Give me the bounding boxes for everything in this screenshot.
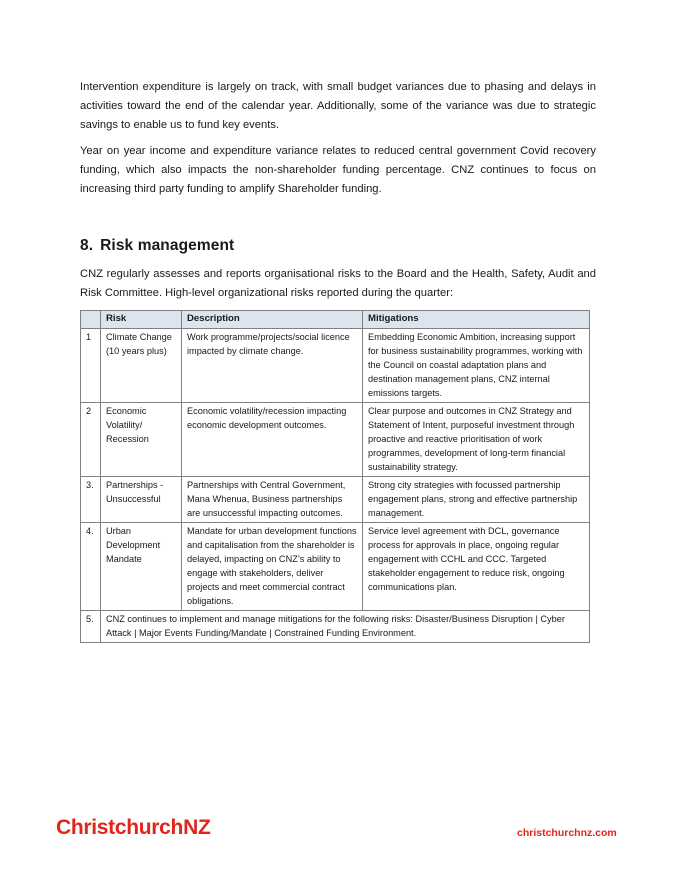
row-number: 3.: [81, 477, 101, 523]
table-row: [81, 477, 590, 523]
paragraph-year-on-year-variance: Year on year income and expenditure variance relates to reduced central government Covid recovery funding, which also impacts the non-shareholder funding percentage. CNZ continues to focus on increasing third party funding to amplify Shareholder funding.: [80, 145, 596, 195]
header-number: [81, 311, 101, 329]
row-description: Work programme/projects/social licence impacted by climate change.: [182, 329, 363, 403]
page-body: [80, 78, 596, 643]
row-description: Partnerships with Central Government, Mana Whenua, Business partnerships are unsuccessful impacting outcomes.: [182, 477, 363, 523]
row-description: Mandate for urban development functions and capitalisation from the shareholder is delayed, impacting on CNZ’s ability to engage with stakeholders, deliver projects and meet commercial contract obligations.: [182, 523, 363, 611]
risk-table: [80, 310, 590, 643]
footer-url-link[interactable]: christchurchnz.com: [517, 827, 617, 839]
row-description: Economic volatility/recession impacting economic development outcomes.: [182, 403, 363, 477]
table-row-summary: [81, 611, 590, 643]
row-number: 2: [81, 403, 101, 477]
row-risk: Partnerships - Unsuccessful: [101, 477, 182, 523]
section-heading: [80, 237, 596, 255]
table-header-row: [81, 311, 590, 329]
header-mitigations: Mitigations: [363, 311, 590, 329]
row-risk: Economic Volatility/ Recession: [101, 403, 182, 477]
section-intro: CNZ regularly assesses and reports organisational risks to the Board and the Health, Safety, Audit and Risk Committee. High-level organizational risks reported during the quarter:: [80, 268, 596, 299]
row-number: 4.: [81, 523, 101, 611]
row-number: 5.: [81, 611, 101, 643]
row-risk: Climate Change (10 years plus): [101, 329, 182, 403]
table-row: [81, 329, 590, 403]
row-mitigations: Strong city strategies with focussed partnership engagement plans, strong and effective partnership management.: [363, 477, 590, 523]
row-mitigations: Service level agreement with DCL, governance process for approvals in place, ongoing regular engagement with CCHL and CCC. Targeted stakeholder engagement to reduce risk, ongoing communications plan.: [363, 523, 590, 611]
row-number: 1: [81, 329, 101, 403]
row-mitigations: Clear purpose and outcomes in CNZ Strategy and Statement of Intent, purposeful investment through proactive and reactive prioritisation of work programmes, development of long-term financial sustainability strategy.: [363, 403, 590, 477]
header-description: Description: [182, 311, 363, 329]
row-risk: Urban Development Mandate: [101, 523, 182, 611]
paragraph-intervention-expenditure: Intervention expenditure is largely on track, with small budget variances due to phasing and delays in activities toward the end of the calendar year. Additionally, some of the variance was due to strategic savings to enable us to fund key events.: [80, 81, 596, 131]
row-summary-text: CNZ continues to implement and manage mitigations for the following risks: Disaster/Business Disruption | Cyber Attack | Major Events Funding/Mandate | Constrained Funding Environment.: [101, 611, 590, 643]
row-mitigations: Embedding Economic Ambition, increasing support for business sustainability programmes, working with the Council on coastal adaptation plans and destination management plans, CNZ internal emissions targets.: [363, 329, 590, 403]
section-title: Risk management: [100, 237, 235, 254]
header-risk: Risk: [101, 311, 182, 329]
section-number: 8.: [80, 237, 94, 254]
table-row: [81, 403, 590, 477]
christchurchnz-logo: ChristchurchNZ: [56, 816, 211, 839]
table-row: [81, 523, 590, 611]
